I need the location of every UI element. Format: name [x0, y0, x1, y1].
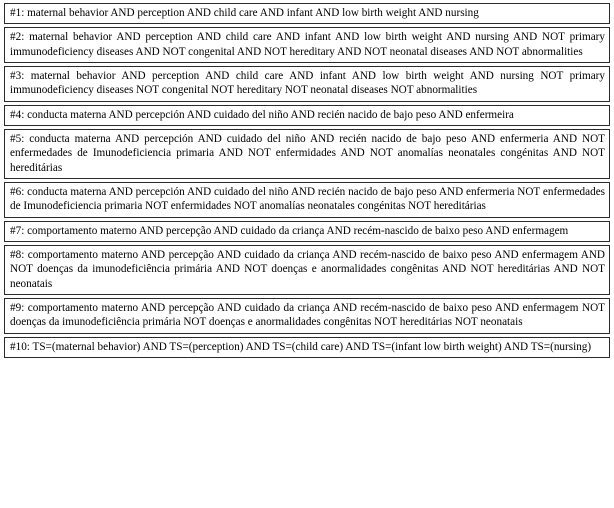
query-label: #4:: [10, 108, 25, 121]
query-text: maternal behavior AND perception AND child care AND infant AND low birth weight AND nursing NOT primary immunodeficiency diseases NOT congenital NOT hereditary NOT neonatal diseases NOT abnormalities: [10, 69, 605, 97]
table-row: [5, 298, 610, 333]
query-label: #8:: [10, 248, 25, 261]
query-text: maternal behavior AND perception AND child care AND infant AND low birth weight AND nursing: [27, 7, 479, 19]
query-cell: [5, 337, 610, 357]
query-label: #9:: [10, 301, 25, 314]
query-label: #6:: [10, 185, 25, 198]
query-text: conducta materna AND percepción AND cuidado del niño AND recién nacido de bajo peso AND enfermeria NOT enfermedades de Imunodeficiencia primaria NOT enfermidades NOT anomalías neonatales congénitas NOT hereditárias: [10, 185, 606, 213]
table-row: [5, 66, 610, 101]
query-cell: [5, 245, 610, 294]
table-row: [5, 337, 610, 357]
query-text: conducta materna AND percepción AND cuidado del niño AND recién nacido de bajo peso AND enfermeria AND NOT enfermedades de Imunodeficiencia primaria AND NOT enfermidades AND NOT anomalías neonatales congénitas AND NOT hereditárias: [10, 132, 605, 174]
table-row: [5, 221, 610, 241]
query-cell: [5, 28, 610, 63]
query-label: #3:: [10, 69, 25, 82]
table-body: [5, 4, 610, 358]
table-row: [5, 245, 610, 294]
search-strategies-table: [4, 3, 610, 358]
query-cell: [5, 66, 610, 101]
query-text: comportamento materno AND percepção AND cuidado da criança AND recém-nascido de baixo peso AND enfermagem: [27, 224, 569, 237]
query-text: maternal behavior AND perception AND child care AND infant AND low birth weight AND nursing AND NOT primary immunodeficiency diseases AND NOT congenital AND NOT hereditary AND NOT neonatal diseases AND NOT abnormalities: [10, 31, 606, 58]
table-row: [5, 28, 610, 63]
query-label: #2:: [10, 31, 25, 44]
query-cell: [5, 105, 610, 125]
query-cell: [5, 129, 610, 178]
query-label: #7:: [10, 224, 25, 237]
query-cell: [5, 221, 610, 241]
query-label: #1:: [10, 7, 25, 19]
query-cell: [5, 4, 610, 24]
query-cell: [5, 298, 610, 333]
query-label: #5:: [10, 132, 25, 145]
query-text: comportamento materno AND percepção AND cuidado da criança AND recém-nascido de baixo peso AND enfermagem AND NOT doenças da imunodeficiência primária AND NOT doenças e anormalidades congênitas AND NOT hereditárias AND NOT neonatais: [10, 248, 605, 290]
query-text: conducta materna AND percepción AND cuidado del niño AND recién nacido de bajo peso AND enfermeira: [27, 108, 514, 121]
table-row: [5, 129, 610, 178]
table-row: [5, 105, 610, 125]
table-row: [5, 4, 610, 24]
query-label: #10:: [10, 340, 30, 353]
table-row: [5, 182, 610, 217]
query-text: TS=(maternal behavior) AND TS=(perception) AND TS=(child care) AND TS=(infant low birth weight) AND TS=(nursing): [32, 340, 592, 353]
query-cell: [5, 182, 610, 217]
query-text: comportamento materno AND percepção AND cuidado da criança AND recém-nascido de baixo peso AND enfermagem NOT doenças da imunodeficiência primária NOT doenças e anormalidades congênitas NOT hereditárias NOT neonatais: [10, 301, 605, 329]
